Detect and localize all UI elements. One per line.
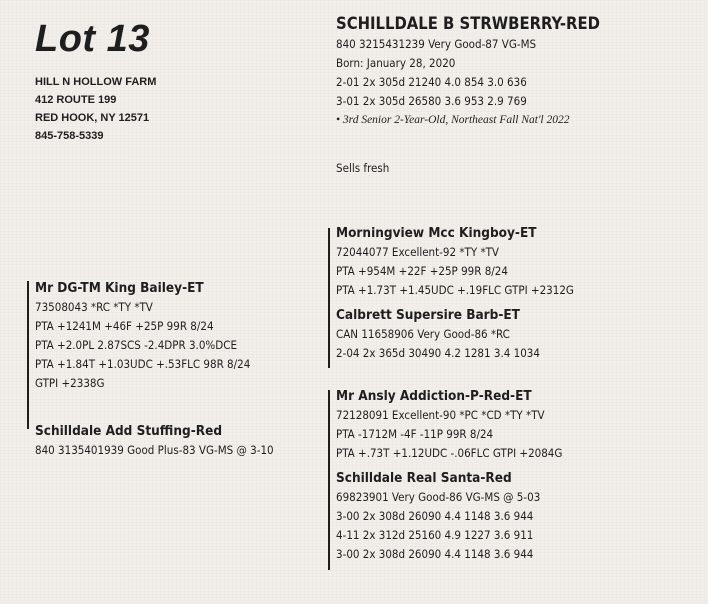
pedigree-bracket-dam-parents (328, 390, 330, 570)
dam-dam-detail: 3-00 2x 308d 26090 4.4 1148 3.6 944 (336, 509, 534, 523)
consignor-address-line2: RED HOOK, NY 12571 (35, 112, 150, 124)
animal-block (336, 13, 600, 130)
dam-dam-block (336, 469, 540, 564)
dam-sire-name: Mr Ansly Addiction-P-Red-ET (336, 388, 532, 404)
consignor-farm: HILL N HOLLOW FARM (35, 76, 157, 88)
sire-dam-detail: 2-04 2x 365d 30490 4.2 1281 3.4 1034 (336, 346, 540, 360)
sire-block (35, 279, 250, 393)
animal-record: 2-01 2x 305d 21240 4.0 854 3.0 636 (336, 75, 527, 89)
dam-block (35, 422, 274, 460)
animal-name: SCHILLDALE B STRWBERRY-RED (336, 14, 600, 33)
sire-detail: 73508043 *RC *TY *TV (35, 300, 153, 314)
dam-dam-detail: 69823901 Very Good-86 VG-MS @ 5-03 (336, 490, 541, 504)
animal-birth-date: Born: January 28, 2020 (336, 56, 456, 70)
dam-sire-block (336, 387, 562, 463)
sire-dam-name: Calbrett Supersire Barb-ET (336, 307, 520, 323)
consignor-phone: 845-758-5339 (35, 130, 104, 142)
sire-sire-block (336, 224, 574, 300)
sire-detail: GTPI +2338G (35, 376, 105, 390)
sire-detail: PTA +1.84T +1.03UDC +.53FLC 98R 8/24 (35, 357, 251, 371)
animal-sale-status: Sells fresh (336, 161, 390, 175)
animal-record: 3-01 2x 305d 26580 3.6 953 2.9 769 (336, 94, 527, 108)
dam-sire-detail: 72128091 Excellent-90 *PC *CD *TY *TV (336, 408, 545, 422)
dam-dam-detail: 3-00 2x 308d 26090 4.4 1148 3.6 944 (336, 547, 534, 561)
consignor-block (35, 73, 156, 145)
sire-detail: PTA +2.0PL 2.87SCS -2.4DPR 3.0%DCE (35, 338, 237, 352)
consignor-address-line1: 412 ROUTE 199 (35, 94, 117, 106)
dam-dam-name: Schilldale Real Santa-Red (336, 470, 512, 486)
dam-sire-detail: PTA -1712M -4F -11P 99R 8/24 (336, 427, 494, 441)
sire-dam-detail: CAN 11658906 Very Good-86 *RC (336, 327, 510, 341)
sire-detail: PTA +1241M +46F +25P 99R 8/24 (35, 319, 214, 333)
dam-dam-detail: 4-11 2x 312d 25160 4.9 1227 3.6 911 (336, 528, 534, 542)
sire-dam-block (336, 306, 540, 363)
animal-registration: 840 3215431239 Very Good-87 VG-MS (336, 37, 537, 51)
lot-title: Lot 13 (35, 18, 150, 60)
animal-award: • 3rd Senior 2-Year-Old, Northeast Fall Nat'l 2022 (336, 114, 570, 126)
sire-sire-detail: PTA +1.73T +1.45UDC +.19FLC GTPI +2312G (336, 283, 574, 297)
pedigree-bracket-sire-parents (328, 228, 330, 368)
dam-detail: 840 3135401939 Good Plus-83 VG-MS @ 3-10 (35, 443, 274, 457)
dam-name: Schilldale Add Stuffing-Red (35, 423, 223, 439)
sire-name: Mr DG-TM King Bailey-ET (35, 280, 204, 296)
sire-sire-name: Morningview Mcc Kingboy-ET (336, 225, 537, 241)
dam-sire-detail: PTA +.73T +1.12UDC -.06FLC GTPI +2084G (336, 446, 563, 460)
sire-sire-detail: PTA +954M +22F +25P 99R 8/24 (336, 264, 508, 278)
pedigree-bracket-sire (27, 281, 29, 429)
sire-sire-detail: 72044077 Excellent-92 *TY *TV (336, 245, 500, 259)
